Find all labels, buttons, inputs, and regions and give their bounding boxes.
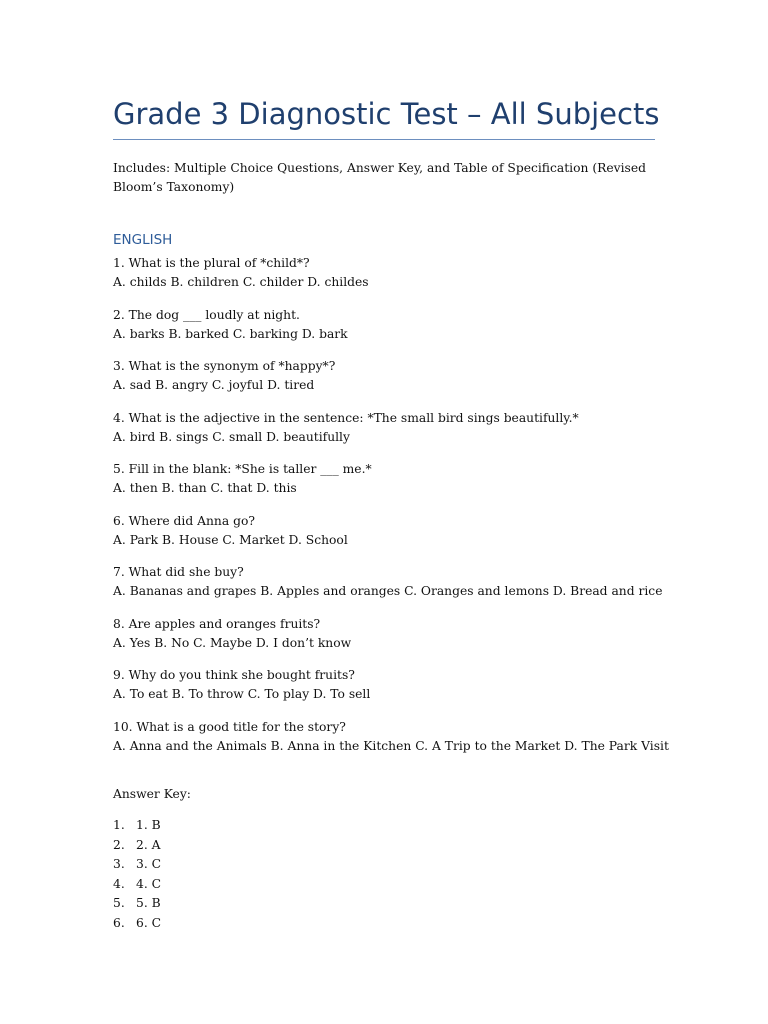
question-text: 8. Are apples and oranges fruits?	[113, 616, 321, 631]
answer-key-item	[113, 836, 161, 856]
question-item	[113, 563, 663, 601]
answer-options: A. bird B. sings C. small D. beautifully	[113, 429, 350, 444]
title-divider	[113, 139, 655, 140]
answer-value: 2. A	[136, 837, 161, 852]
question-item	[113, 254, 655, 292]
answer-value: 1. B	[136, 818, 161, 832]
answer-key-item	[113, 894, 161, 914]
answer-options: A. Bananas and grapes B. Apples and oranges C. Oranges and lemons D. Bread and rice	[113, 584, 663, 598]
answer-options: A. Yes B. No C. Maybe D. I don’t know	[113, 635, 352, 650]
question-text: 2. The dog ___ loudly at night.	[113, 307, 300, 322]
question-text: 6. Where did Anna go?	[113, 513, 255, 528]
answer-options: A. Anna and the Animals B. Anna in the Kitchen C. A Trip to the Market D. The Park Visit	[113, 738, 669, 753]
answer-options: A. sad B. angry C. joyful D. tired	[113, 378, 315, 392]
question-item	[113, 357, 655, 395]
question-item	[113, 460, 655, 498]
answer-options: A. Park B. House C. Market D. School	[113, 532, 348, 547]
answer-key-list	[113, 816, 161, 933]
question-item	[113, 512, 655, 550]
question-text: 10. What is a good title for the story?	[113, 719, 346, 734]
document-title: Grade 3 Diagnostic Test – All Subjects	[113, 97, 660, 131]
list-number: 6.	[113, 915, 125, 930]
list-number: 3.	[113, 857, 125, 871]
includes-line: Includes: Multiple Choice Questions, Answer Key, and Table of Specification (Revised	[113, 161, 647, 175]
list-number: 1.	[113, 818, 125, 832]
includes-paragraph	[113, 159, 655, 197]
answer-key-label: Answer Key:	[113, 787, 191, 801]
question-text: 4. What is the adjective in the sentence: *The small bird sings beautifully.*	[113, 410, 579, 425]
question-list	[113, 254, 669, 769]
list-number: 4.	[113, 876, 125, 891]
answer-options: A. barks B. barked C. barking D. bark	[113, 326, 348, 341]
answer-options: A. To eat B. To throw C. To play D. To sell	[113, 687, 371, 701]
answer-key-item	[113, 816, 161, 836]
answer-options: A. childs B. children C. childer D. childes	[113, 275, 369, 289]
list-number: 5.	[113, 896, 125, 910]
answer-value: 5. B	[136, 896, 161, 910]
answer-value: 3. C	[136, 857, 162, 871]
question-item	[113, 615, 655, 653]
section-heading-english: ENGLISH	[113, 232, 173, 248]
answer-value: 6. C	[136, 915, 162, 930]
question-text: 7. What did she buy?	[113, 565, 244, 579]
question-text: 9. Why do you think she bought fruits?	[113, 668, 355, 682]
answer-key-item	[113, 875, 161, 895]
includes-line: Bloom’s Taxonomy)	[113, 180, 235, 194]
question-text: 3. What is the synonym of *happy*?	[113, 359, 336, 373]
question-item	[113, 409, 655, 447]
list-number: 2.	[113, 837, 125, 852]
question-text: 1. What is the plural of *child*?	[113, 256, 310, 270]
question-text: 5. Fill in the blank: *She is taller ___ me.*	[113, 462, 372, 476]
question-item	[113, 718, 669, 756]
answer-options: A. then B. than C. that D. this	[113, 481, 297, 495]
answer-value: 4. C	[136, 876, 162, 891]
answer-key-item	[113, 914, 161, 934]
question-item	[113, 666, 655, 704]
question-item	[113, 306, 655, 344]
answer-key-item	[113, 855, 161, 875]
